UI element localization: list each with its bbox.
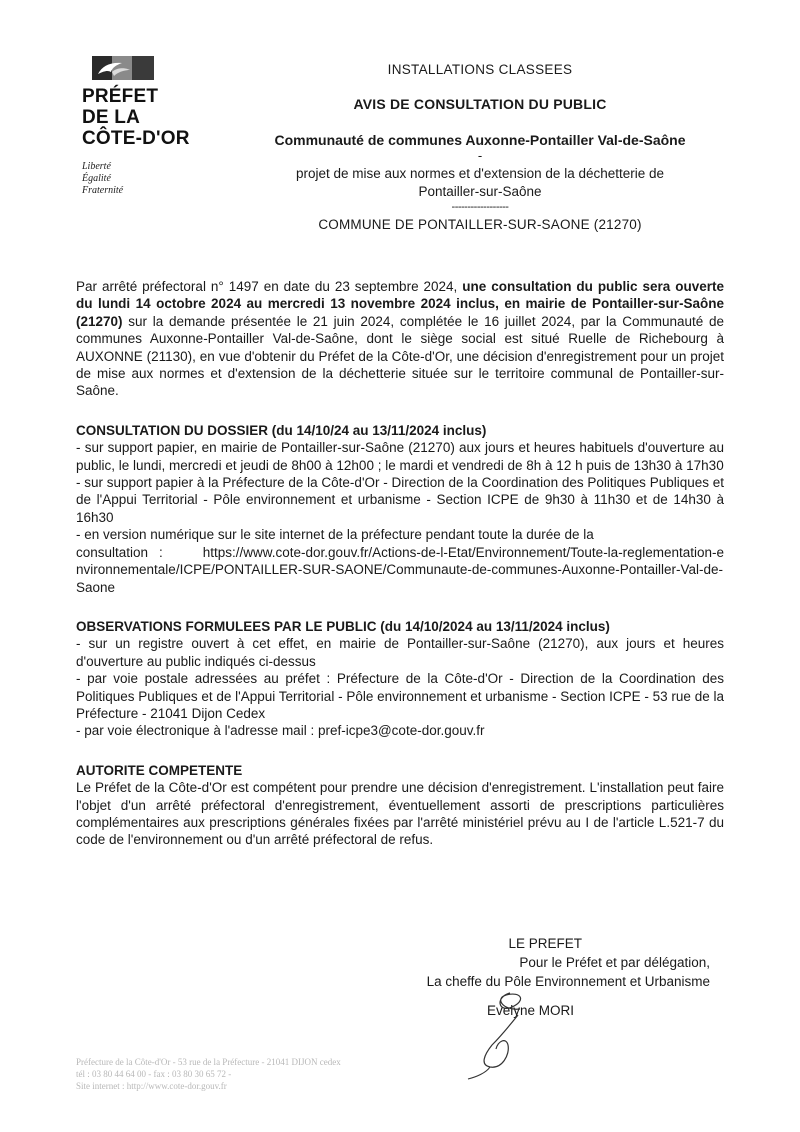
motto-line: Liberté	[82, 161, 111, 172]
authority-section	[76, 762, 724, 849]
list-item: - par voie électronique à l'adresse mail : pref-icpe3@cote-dor.gouv.fr	[76, 723, 485, 739]
page-footer	[76, 1056, 476, 1092]
list-item-text: - en version numérique sur le site internet de la préfecture pendant toute la durée de la	[76, 527, 594, 543]
notice-body	[76, 278, 724, 849]
section-title: OBSERVATIONS FORMULEES PAR LE PUBLIC (du 14/10/2024 au 13/11/2024 inclus)	[76, 618, 610, 634]
prefecture-name	[82, 86, 232, 149]
section-title: AUTORITE COMPETENTE	[76, 762, 243, 778]
footer-phone: tél : 03 80 44 64 00 - fax : 03 80 30 65 72 -	[76, 1069, 232, 1079]
consultation-section	[76, 422, 724, 596]
footer-address: Préfecture de la Côte-d'Or - 53 rue de la Préfecture - 21041 DIJON cedex	[76, 1057, 341, 1067]
project-line: projet de mise aux normes et d'extension de la déchetterie de	[295, 166, 665, 181]
marianne-icon	[92, 56, 154, 80]
category-label: INSTALLATIONS CLASSEES	[387, 62, 573, 77]
motto-line: Fraternité	[82, 185, 124, 196]
prefecture-logo	[82, 56, 232, 197]
signature-line: La cheffe du Pôle Environnement et Urbanisme	[426, 974, 710, 989]
prefecture-name-line: CÔTE-D'OR	[82, 128, 190, 149]
observations-section	[76, 618, 724, 740]
republic-motto	[82, 161, 232, 197]
consultation-url-link[interactable]: https://www.cote-dor.gouv.fr/Actions-de-l-Etat/Environnement/Toute-la-reglementation-environnementale/ICPE/PONTAILLER-SUR-SAONE/Communaute-de-communes-Auxonne-Pontailler-Val-de-Saone	[76, 544, 724, 595]
list-item: - sur support papier à la Préfecture de la Côte-d'Or - Direction de la Coordination des Politiques Publiques et de l'Appui Territorial - Pôle environnement et urbanisme - Section ICPE de 9h30 à 11h30 et de 14h30 à 16h30	[76, 475, 724, 525]
intro-text: Par arrêté préfectoral n° 1497 en date du 23 septembre 2024,	[76, 279, 463, 294]
signature-line: Pour le Préfet et par délégation,	[519, 955, 710, 970]
signature-line: LE PREFET	[508, 936, 582, 951]
list-item: - sur un registre ouvert à cet effet, en mairie de Pontailler-sur-Saône (21270), aux jours et heures d'ouverture au public indiqués ci-dessus	[76, 636, 724, 669]
section-title: CONSULTATION DU DOSSIER (du 14/10/24 au 13/11/2024 inclus)	[76, 422, 487, 438]
commune-name: COMMUNE DE PONTAILLER-SUR-SAONE (21270)	[318, 217, 642, 232]
heading-separator: -	[477, 148, 483, 163]
signatory-name: Evelyne MORI	[486, 1003, 574, 1018]
list-item	[76, 526, 724, 596]
list-item: - sur support papier, en mairie de Pontailler-sur-Saône (21270) aux jours et heures habituels d'ouverture au public, le lundi, mercredi et jeudi de 8h00 à 12h00 ; le mardi et vendredi de 8h à 12 h puis de 13h30 à 17h30	[76, 440, 724, 473]
authority-text: Le Préfet de la Côte-d'Or est compétent pour prendre une décision d'enregistrement. L'installation peut faire l'objet d'un arrêté préfectoral d'enregistrement, éventuellement assorti de prescriptions particulières complémentaires aux prescriptions générales fixées par l'arrêté ministériel prévu au I de l'article L.521-7 du code de l'environnement ou d'un arrêté préfectoral de refus.	[76, 780, 724, 848]
notice-title: AVIS DE CONSULTATION DU PUBLIC	[353, 96, 607, 112]
intro-text: sur la demande présentée le 21 juin 2024, complétée le 16 juillet 2024, par la Communauté de communes Auxonne-Pontailler Val-de-Saône, dont le siège social est situé Ruelle de Richebourg à AUXONNE (21130), en vue d'obtenir du Préfet de la Côte-d'Or, une décision d'enregistrement pour un projet de mise aux normes et d'extension de la déchetterie située sur le territoire communal de Pontailler-sur-Saône.	[76, 313, 724, 399]
intro-paragraph	[76, 278, 724, 400]
footer-website-link[interactable]: Site internet : http://www.cote-dor.gouv.fr	[76, 1081, 227, 1091]
list-item-text: consultation :	[76, 544, 163, 560]
motto-line: Égalité	[82, 173, 111, 184]
prefecture-name-line: PRÉFET	[82, 86, 159, 107]
prefecture-name-line: DE LA	[82, 107, 140, 128]
list-item: - par voie postale adressées au préfet : Préfecture de la Côte-d'Or - Direction de la Coordination des Politiques Publiques et de l'Appui Territorial - Pôle environnement et urbanisme - Section ICPE - 53 rue de la Préfecture - 21041 Dijon Cedex	[76, 671, 724, 721]
applicant-name: Communauté de communes Auxonne-Pontailler Val-de-Saône	[274, 132, 686, 148]
notice-heading	[230, 62, 730, 232]
project-description	[230, 165, 730, 201]
intro-bold-text: une consultation du public sera ouverte du lundi 14 octobre 2024 au mercredi 13 novembre 2024 inclus, en mairie de Pontailler-sur-Saône (21270)	[76, 279, 724, 329]
heading-separator: ------------------	[451, 201, 509, 213]
project-line: Pontailler-sur-Saône	[418, 184, 542, 199]
